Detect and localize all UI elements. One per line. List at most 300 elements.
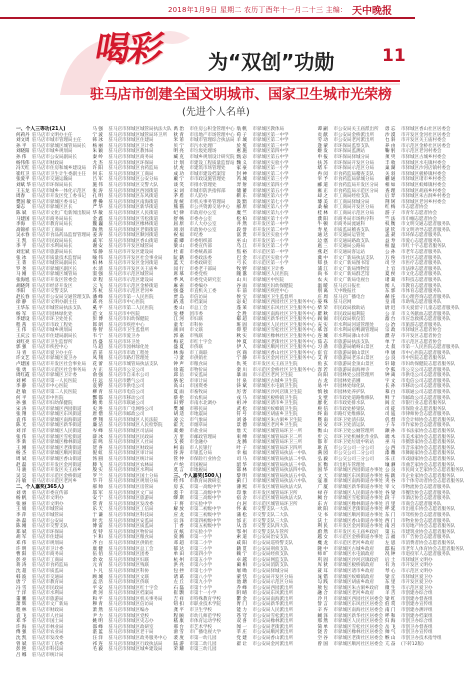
- honoree-name: 应 龙: [173, 512, 184, 518]
- honoree-name: 东 郭: [385, 289, 396, 295]
- honoree-name: 简 单: [317, 624, 328, 630]
- honoree-unit: 市开发区第一小学: [252, 238, 289, 244]
- honoree-name: 燕 赵: [317, 250, 328, 256]
- honoree-name: 巫 山: [236, 238, 247, 244]
- honoree-name: 殷 实: [92, 468, 103, 474]
- honoree-name: 唐 宁: [16, 580, 27, 586]
- honoree-unit: 市委党史研究室: [189, 278, 221, 284]
- honoree-name: 巢 湖: [385, 166, 396, 172]
- honoree-name: 伯 赏: [385, 602, 396, 608]
- honoree-name: 齐 白: [92, 540, 103, 546]
- honoree-name: 汲 黯: [236, 199, 247, 205]
- honoree-name: 梁 山: [173, 244, 184, 250]
- honoree-unit: 驻马店市驿城区残联: [108, 563, 149, 569]
- honoree-unit: 市驿城区人民街道办事处: [333, 490, 383, 496]
- honoree-unit: 市示范区实验小学: [252, 255, 289, 261]
- honoree-name: 张 伟: [16, 434, 27, 440]
- honoree-unit: 市驿城区顺河社区居委会: [333, 641, 383, 647]
- honoree-unit: 市妇联: [189, 317, 203, 323]
- honoree-name: 鄂 州: [236, 529, 247, 535]
- honoree-name: 湛 蓝: [92, 630, 103, 636]
- honoree-name: 徐 静: [16, 300, 27, 306]
- honoree-unit: 市示范区城管局执法大队: [252, 496, 302, 502]
- honoree-unit: 市驿城区顺河社区卫生服务中心: [252, 345, 316, 351]
- honoree-name: 姚 明: [92, 619, 103, 625]
- honoree-name: 瞿 秋: [317, 311, 328, 317]
- honoree-name: 麴 义: [236, 160, 247, 166]
- honoree-name: 利 民: [317, 524, 328, 530]
- honoree-name: 乜 斜: [385, 138, 396, 144]
- honoree-name: 曾 斌: [16, 641, 27, 647]
- honoree-unit: 市委办公室: [189, 216, 212, 222]
- honoree-unit: 市律师协会志愿者服务队: [401, 412, 451, 418]
- honoree-unit: 市消费者协会志愿者服务队: [401, 540, 455, 546]
- honoree-unit: 市广播电视大学: [189, 630, 221, 636]
- honoree-unit: 驻马店市质量技术监督局: [32, 255, 82, 261]
- honoree-unit: 驻马店市住建局: [32, 535, 64, 541]
- honoree-unit: 驻马店市交警支队: [32, 524, 68, 530]
- honoree-name: 籍 贯: [236, 546, 247, 552]
- honoree-unit: 驻马店市市政工程处: [32, 322, 73, 328]
- honoree-name: 弓 长: [236, 261, 247, 267]
- honoree-unit: 市驿城区蚁蜂镇政府: [333, 574, 374, 580]
- honoree-unit: 市公安局金河派出所: [252, 641, 293, 647]
- honoree-name: 黎 明: [236, 473, 247, 479]
- honoree-name: 文 天: [317, 473, 328, 479]
- honoree-unit: 市驿城区城管局执法五中队: [252, 473, 307, 479]
- honoree-unit: 驻马店市路灯管理处: [108, 356, 149, 362]
- honoree-unit: 驻马店市联通公司: [108, 401, 145, 407]
- honoree-name: 昝 涛: [173, 451, 184, 457]
- honoree-name: 金 鑫: [92, 216, 103, 222]
- honoree-name: 后 羿: [385, 194, 396, 200]
- honoree-name: 子 车: [385, 423, 396, 429]
- honoree-name: 禹 治: [173, 127, 184, 132]
- section-heading: 三、个人嘉奖(500人): [173, 473, 222, 479]
- honoree-name: 刘 洋: [16, 429, 27, 435]
- honoree-unit: 驻马店市驿城区质监局: [108, 524, 154, 530]
- honoree-unit: 驻马店市开发区金河街道: [32, 462, 82, 468]
- honoree-name: 廉 洁: [92, 423, 103, 429]
- honoree-name: 宿 舍: [236, 496, 247, 502]
- honoree-name: 空 谷: [317, 636, 328, 642]
- honoree-name: 李海: [16, 222, 25, 228]
- honoree-unit: 市会计师协会志愿者服务队: [401, 417, 455, 423]
- honoree-unit: 市第九小学: [189, 580, 212, 586]
- honoree-unit: 驻马店市驿城区城管局局长: [32, 143, 86, 149]
- honoree-name: 李 新: [16, 440, 27, 446]
- honoree-name: 郭 强: [16, 345, 27, 351]
- honoree-name: 包 拯: [173, 568, 184, 574]
- honoree-name: 荀 子: [236, 132, 247, 138]
- honoree-unit: 驻马店市开发区关王庙乡: [108, 266, 158, 272]
- honoree-unit: 市第三小学: [189, 546, 212, 552]
- honoree-unit: 驻马店市驿城区房管局: [108, 485, 154, 490]
- honoree-unit: 市驿城区朱古洞乡村委会: [401, 194, 451, 200]
- honoree-unit: 市驿城区文明办: [401, 557, 433, 563]
- honoree-name: 农 夫: [317, 278, 328, 284]
- honoree-name: 隆 中: [317, 546, 328, 552]
- honoree-unit: 市文广新局图书馆: [333, 261, 370, 267]
- honoree-name: 浦 江: [317, 266, 328, 272]
- honoree-unit: 市驿城区顺河街道办事处: [333, 512, 383, 518]
- honoree-name: 越 女: [317, 535, 328, 541]
- honoree-name: 杭 州: [173, 557, 184, 563]
- honoree-name: 何莉丹: [16, 132, 30, 138]
- honoree-unit: 市驿城区水屯镇政府: [333, 552, 374, 558]
- honoree-name: 臧 克: [173, 154, 184, 160]
- honoree-name: 娄 山: [173, 306, 184, 311]
- honoree-name: 邴 原: [236, 205, 247, 211]
- honoree-unit: 驻马店市林业局: [32, 624, 64, 630]
- honoree-name: 萧 辉: [16, 602, 27, 608]
- honoree-unit: 市民政局福利院: [333, 311, 365, 317]
- honoree-unit: 市企业家协会志愿者服务队: [401, 473, 455, 479]
- honoree-unit: 市创卫办宣传组: [401, 630, 433, 636]
- honoree-unit: 市驿城区诸市乡村委会: [401, 177, 446, 183]
- honoree-name: 师 旷: [317, 552, 328, 558]
- honoree-unit: 驻马店市工信委: [32, 641, 64, 647]
- honoree-unit: 市旅游局老乐山景区: [333, 356, 374, 362]
- honoree-unit: 市志愿者协会: [401, 205, 428, 211]
- honoree-unit: 市交警支队四大队: [252, 524, 289, 530]
- banner-hecai: 喝彩: [91, 29, 166, 70]
- honoree-name: 郎 朗: [92, 322, 103, 328]
- honoree-unit: 驻马店市疾控中心: [32, 345, 68, 351]
- honoree-name: 冯天红: [16, 166, 30, 172]
- honoree-name: 龚 平: [173, 608, 184, 614]
- honoree-name: 羿 射: [236, 182, 247, 188]
- honoree-name: 暴 雨: [236, 373, 247, 379]
- honoree-name: 宋 词: [173, 188, 184, 194]
- honoree-unit: 驻马店市国土局: [32, 619, 64, 625]
- honoree-name: 有 为: [385, 563, 396, 569]
- honoree-unit: 驻马店市驿城区橡林街道: [32, 440, 82, 446]
- honoree-name: 颛 孙: [385, 429, 396, 435]
- honoree-unit: 市建筑业协会志愿者服务队: [401, 529, 455, 535]
- honoree-unit: 市驿城区雪松街道办事处: [333, 496, 383, 502]
- honoree-name: 卓 越: [236, 557, 247, 563]
- honoree-name: 程 茜: [16, 322, 27, 328]
- honoree-name: 厍 狄: [317, 563, 328, 569]
- honoree-unit: 驻马店市驿城区南海街道: [32, 417, 82, 423]
- honoree-name: 牛 顿: [317, 222, 328, 228]
- honoree-unit: 驻马店市驿城区环保局: [108, 160, 154, 166]
- honoree-name: 卞 和: [92, 535, 103, 541]
- honoree-name: 禄 存: [317, 490, 328, 496]
- honoree-name: 刘红亮: [16, 339, 30, 345]
- honoree-unit: 市驿城区城管局执法四中队: [252, 468, 307, 474]
- honoree-name: 单 田: [173, 552, 184, 558]
- honoree-unit: 市政府办公室: [189, 210, 217, 216]
- honoree-unit: 市工商联: [189, 350, 208, 356]
- honoree-unit: 市国资委: [189, 384, 208, 390]
- honoree-unit: 市城市管理综合执法局: [189, 138, 235, 144]
- honoree-unit: 市驿城区第六小学: [252, 194, 289, 200]
- honoree-name: 许 阳: [92, 166, 103, 172]
- honoree-name: 马 刚: [16, 272, 27, 278]
- honoree-unit: 市第二小学: [189, 540, 212, 546]
- honoree-unit: 市美术家协会志愿者服务队: [401, 434, 455, 440]
- honoree-name: 相 如: [385, 182, 396, 188]
- honoree-unit: 驻马店市驿城区安监局: [108, 518, 154, 524]
- honoree-name: 孙 伟: [16, 154, 27, 160]
- honoree-unit: 市环卫处公厕管理所: [333, 429, 374, 435]
- honoree-unit: 市助残志愿者服务队: [401, 300, 442, 306]
- honoree-name: 段 誉: [236, 227, 247, 233]
- honoree-unit: 驻马店市园林绿化处: [32, 311, 73, 317]
- honoree-unit: 市商务局流通科: [333, 222, 365, 228]
- honoree-name: 司 徒: [385, 406, 396, 412]
- honoree-name: 井 然: [236, 222, 247, 228]
- honoree-unit: 市开发区关王庙乡政府: [333, 529, 379, 535]
- honoree-name: 阎 锡: [317, 317, 328, 323]
- honoree-unit: 驻马店市第二人民医院: [32, 389, 77, 395]
- honoree-unit: 市法律志愿者服务队: [401, 266, 442, 272]
- honoree-name: 连 城: [317, 333, 328, 339]
- honoree-name: 王庆云: [16, 333, 30, 339]
- honoree-name: 狄 青: [173, 132, 184, 138]
- honoree-unit: 市第七小学: [189, 568, 212, 574]
- honoree-name: 马 超: [92, 345, 103, 351]
- honoree-name: 乐 天: [92, 507, 103, 513]
- headline-rule: [108, 80, 400, 82]
- honoree-name: 元 宵: [92, 563, 103, 569]
- honoree-unit: 驻马店网: [333, 300, 352, 306]
- honoree-unit: 市残联: [189, 333, 203, 339]
- honoree-unit: 市示范区爱卫办: [401, 585, 433, 591]
- honoree-name: 宇 文: [385, 378, 396, 384]
- honoree-name: 松 柏: [236, 216, 247, 222]
- honoree-unit: 驻马店市市政工程处: [108, 350, 149, 356]
- honoree-name: 刘晓阳: [16, 149, 30, 155]
- honoree-unit: 驻马店市驿城区信访局: [108, 602, 154, 608]
- honoree-unit: 驻马店市工商局: [32, 557, 64, 563]
- honoree-name: 弘 毅: [317, 457, 328, 463]
- honoree-unit: 市示范区金桥街道办事处: [333, 535, 383, 541]
- honoree-name: 单 于: [385, 339, 396, 345]
- honoree-unit: 市幼儿师范学校: [189, 613, 221, 619]
- honoree-unit: 市环卫处机械化作业队: [333, 434, 379, 440]
- honoree-name: 晏 殊: [317, 300, 328, 306]
- honoree-name: 雷 鸣: [92, 440, 103, 446]
- honoree-name: 令 狐: [385, 367, 396, 373]
- honoree-unit: 市交通局公路局: [333, 244, 365, 250]
- honoree-name: 宣 纸: [173, 529, 184, 535]
- honoree-unit: 市驿城区城管局执法三中队: [252, 462, 307, 468]
- honor-list: [16, 127, 464, 667]
- honoree-name: 苗 苗: [92, 350, 103, 356]
- honoree-unit: 市驿城区人民社区卫生服务中心: [252, 322, 316, 328]
- honoree-name: 上 官: [385, 266, 396, 272]
- honoree-name: 公 冶: [385, 322, 396, 328]
- honoree-name: 梅 花: [173, 339, 184, 345]
- honoree-name: 张 涛: [92, 188, 103, 194]
- honoree-unit: 驻马店市驿城区卫计委: [108, 143, 154, 149]
- honoree-name: 范 文: [92, 311, 103, 317]
- honoree-name: 乌 江: [236, 244, 247, 250]
- honoree-unit: 市关爱留守儿童志愿者服务队: [401, 306, 460, 311]
- honoree-name: 缑 山: [385, 636, 396, 642]
- honoree-name: 宦 官: [317, 350, 328, 356]
- honoree-unit: 驻马店市驿城区香山街道: [32, 457, 82, 463]
- honoree-unit: 市委政法委: [189, 255, 212, 261]
- honoree-name: 翟 让: [236, 641, 247, 647]
- honoree-unit: 市红十字志愿者服务队: [401, 244, 446, 250]
- honoree-unit: 市第三幼儿园: [189, 647, 217, 653]
- honoree-unit: 市工商局开发区分局: [333, 205, 374, 211]
- honoree-unit: 市食药监局稽查支队: [333, 171, 374, 177]
- honoree-unit: 市应急救援志愿者服务队: [401, 317, 451, 323]
- honoree-unit: 市爱心志愿者服务队: [401, 238, 442, 244]
- honoree-unit: 驻马店市妇幼保健院: [32, 401, 73, 407]
- honoree-unit: 驻马店市驿城区交警大队: [108, 182, 158, 188]
- honoree-unit: 团市委: [189, 311, 203, 317]
- honoree-unit: 市第二幼儿园: [189, 641, 217, 647]
- honoree-unit: 驻马店市开发区党工委书记: [32, 194, 86, 200]
- list-column: [93, 127, 172, 667]
- honoree-unit: 市第十一小学: [189, 591, 217, 597]
- honoree-name: 陈 斌: [16, 210, 27, 216]
- honoree-name: 慕 容: [317, 328, 328, 334]
- honoree-name: 林 海: [173, 350, 184, 356]
- honoree-unit: 驻马店市驿城区妇联: [108, 557, 149, 563]
- honoree-name: 李 静: [16, 384, 27, 390]
- honoree-name: 却 之: [317, 194, 328, 200]
- honoree-name: 容 若: [317, 367, 328, 373]
- honoree-name: 沈 凯: [16, 636, 27, 642]
- honoree-unit: 驻马店市供电公司: [108, 384, 145, 390]
- honoree-unit: 驻马店市驿城区统计局: [108, 457, 154, 463]
- honoree-name: 皮 特: [92, 529, 103, 535]
- honoree-unit: 市创卫办综合组: [401, 619, 433, 625]
- honoree-unit: 市文广新局电视台: [333, 278, 370, 284]
- honoree-name: 澹 台: [385, 317, 396, 323]
- honoree-unit: 市民政局殡仪馆: [333, 317, 365, 323]
- honoree-unit: 驻马店市驿城区新华街道: [32, 423, 82, 429]
- honoree-unit: 驻马店市食品药品监督管理局: [32, 233, 91, 239]
- honoree-name: 拓 跋: [385, 473, 396, 479]
- honoree-unit: 市南水北调办: [189, 401, 217, 407]
- honoree-unit: 驻马店市爱卫办: [108, 333, 140, 339]
- honoree-unit: 市地震局: [189, 412, 208, 418]
- honoree-name: 计 划: [173, 160, 184, 166]
- honoree-unit: 市驿城区古城乡村委会: [401, 154, 446, 160]
- honoree-unit: 市公安局网监支队: [252, 557, 289, 563]
- honoree-name: 须 臾: [385, 154, 396, 160]
- masthead: [0, 0, 415, 20]
- honoree-unit: 市公安局驿城分局: [252, 568, 289, 574]
- honoree-unit: 市驿城区西园社区卫生服务中心: [252, 300, 316, 306]
- honoree-name: 鞠 躬: [385, 149, 396, 155]
- honoree-name: 俞 强: [92, 373, 103, 379]
- honoree-unit: 驻马店市妇幼保健院: [108, 317, 149, 323]
- honoree-unit: 市驿城区老河乡卫生院: [252, 423, 298, 429]
- honoree-name: 冯 雪: [16, 585, 27, 591]
- honoree-unit: 市驿城区人民医院: [252, 272, 289, 278]
- honoree-unit: 驻马店市驿城区人民检察院: [108, 423, 163, 429]
- honoree-name: 万 俟: [385, 255, 396, 261]
- honoree-unit: 市创卫办技术指导组: [401, 636, 442, 642]
- honoree-unit: 驻马店市开发区城管局: [108, 244, 154, 250]
- honoree-unit: 市开发区关王庙卫生院: [252, 361, 298, 367]
- honoree-name: 尤 杰: [92, 160, 103, 166]
- honoree-unit: 市驿城区第四中学: [252, 149, 289, 155]
- honoree-name: 杨 丽: [92, 143, 103, 149]
- masthead-date: 2018年1月9日 星期二 农历丁酉年十一月二十三 主编：: [168, 6, 348, 14]
- honoree-name: 程 林: [16, 608, 27, 614]
- honoree-unit: 市开发区爱卫办: [401, 580, 433, 586]
- honoree-name: 甘 泉: [236, 378, 247, 384]
- honoree-name: 红 梅: [385, 205, 396, 211]
- honoree-unit: 市文广新局执法支队: [333, 255, 374, 261]
- honoree-unit: 市纪委: [189, 233, 203, 239]
- honoree-unit: 驻马店市驿城区西园街道: [32, 406, 82, 412]
- honoree-unit: 驻马店市商务局局长: [32, 216, 73, 222]
- honoree-name: 杨 杰: [16, 451, 27, 457]
- honoree-name: 杨伟伟: [16, 160, 30, 166]
- honoree-name: 微 生: [385, 585, 396, 591]
- honoree-name: 荣 耀: [173, 647, 184, 653]
- honoree-unit: 市文明劝导志愿者服务队: [401, 227, 451, 233]
- honoree-unit: 驻马店市文明办: [32, 496, 64, 502]
- honoree-name: 雍 正: [317, 188, 328, 194]
- honoree-name: 养 由: [385, 143, 396, 149]
- honoree-name: 潘 峰: [92, 294, 103, 300]
- honoree-unit: 市驿城区蚁蜂镇卫生院: [252, 406, 298, 412]
- honoree-unit: 驻马店市驿城区政务服务中心: [108, 636, 167, 642]
- honoree-name: 言 福: [385, 535, 396, 541]
- honoree-name: 莫 言: [173, 468, 184, 474]
- honoree-unit: 市保险业志愿者服务队: [401, 406, 446, 412]
- honoree-name: 钭 斌: [236, 384, 247, 390]
- honoree-name: 庞 统: [173, 199, 184, 205]
- honoree-name: 凌 云: [173, 417, 184, 423]
- honoree-name: 仇 英: [236, 361, 247, 367]
- honoree-unit: 市摄影家协会志愿者服务队: [401, 440, 455, 446]
- honoree-name: 耿 直: [317, 445, 328, 451]
- honoree-name: 管 仲: [173, 457, 184, 463]
- honoree-name: 武 松: [236, 406, 247, 412]
- honoree-name: 侯 宝: [236, 294, 247, 300]
- honoree-unit: 市社区志愿者服务队: [401, 255, 442, 261]
- honoree-unit: 驻马店市发改委: [32, 636, 64, 642]
- honoree-unit: 市老年志愿者服务队: [401, 250, 442, 256]
- honoree-name: 钮 扣: [173, 602, 184, 608]
- honoree-name: 贡 献: [317, 132, 328, 138]
- honoree-unit: 市市政设施管理处: [189, 177, 226, 183]
- honoree-unit: 市水利局河道管理处: [333, 322, 374, 328]
- masthead-rule: [0, 17, 415, 19]
- honoree-unit: 市驿城区老河乡村委会: [401, 199, 446, 205]
- honoree-name: 姬 发: [317, 149, 328, 155]
- honoree-unit: 市艺术学校: [189, 624, 212, 630]
- honoree-name: 帅 气: [385, 630, 396, 636]
- honoree-unit: 驻马店市开发区金河街道: [108, 261, 158, 267]
- honoree-unit: 市第一高级中学: [189, 485, 221, 490]
- honoree-name: 陈 光: [16, 423, 27, 429]
- honoree-unit: 市委宣传部: [189, 244, 212, 250]
- honoree-name: 任 远: [92, 378, 103, 384]
- honoree-name: 太 叔: [385, 345, 396, 351]
- honoree-unit: 市驿城区新华社区居委会: [333, 613, 383, 619]
- honoree-unit: 市环保局开发区分局: [333, 160, 374, 166]
- honoree-unit: 市驿城区爱卫办: [401, 574, 433, 580]
- honoree-name: 毛 毅: [92, 647, 103, 653]
- honoree-name: 荆 轲: [385, 199, 396, 205]
- honoree-unit: 市旅游局铜山景区: [333, 350, 370, 356]
- honoree-unit: 市驿城区东风社区居委会: [333, 602, 383, 608]
